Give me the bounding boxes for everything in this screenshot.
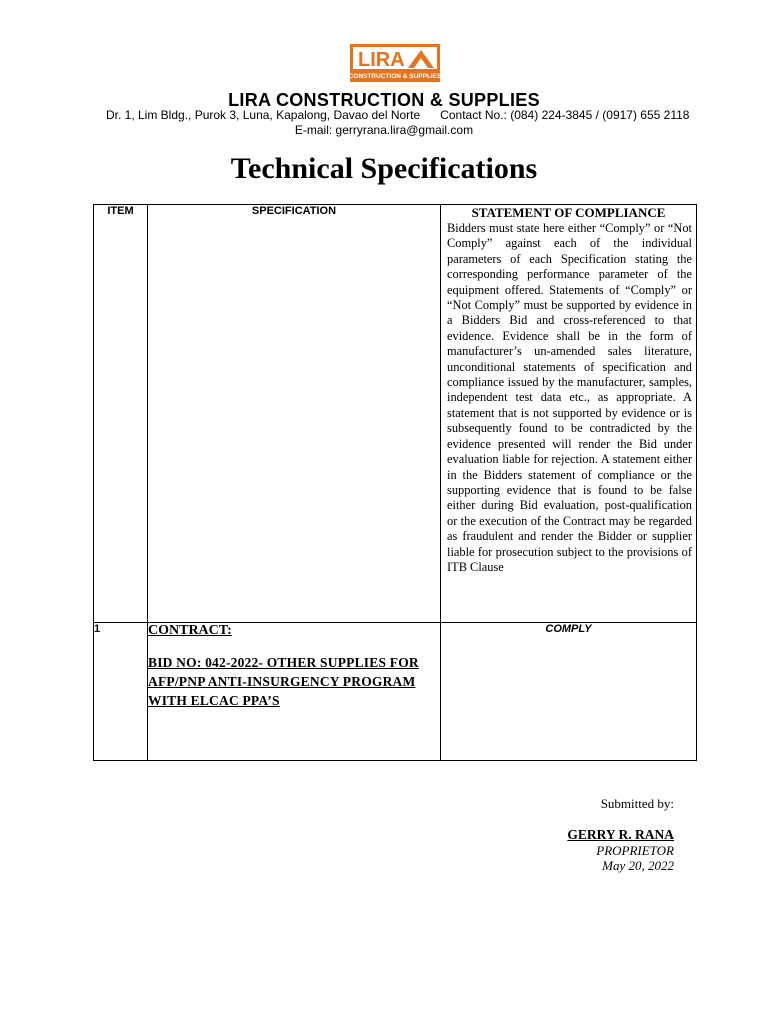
specifications-table (93, 204, 697, 761)
table-header-row (94, 205, 697, 623)
specification-cell (148, 623, 441, 761)
signer-role: PROPRIETOR (596, 843, 674, 858)
company-logo (350, 44, 440, 82)
signer-name: GERRY R. RANA (567, 827, 674, 842)
logo-wordmark: LIRA (358, 49, 405, 71)
bid-description: BID NO: 042-2022- OTHER SUPPLIES FOR AFP/PNP ANTI-INSURGENCY PROGRAM WITH ELCAC PPA’S (148, 655, 419, 708)
signature-date: May 20, 2022 (602, 858, 674, 873)
header-compliance (441, 205, 697, 623)
submitted-by-label: Submitted by: (600, 796, 674, 811)
page-title: Technical Specifications (230, 152, 538, 185)
logo-subtext: CONSTRUCTION & SUPPLIES (350, 73, 440, 80)
item-number: 1 (94, 623, 148, 761)
header-specification: SPECIFICATION (148, 205, 441, 623)
contract-label: CONTRACT: (148, 623, 232, 638)
company-address-contact: Dr. 1, Lim Bldg., Purok 3, Luna, Kapalong, Davao del Norte Contact No.: (084) 224-3845 / (0917) 655 2118 (106, 108, 690, 122)
header-item: ITEM (94, 205, 148, 623)
company-email: E-mail: gerryrana.lira@gmail.com (294, 123, 474, 137)
table-row (94, 623, 697, 761)
company-name: LIRA CONSTRUCTION & SUPPLIES (228, 90, 540, 110)
header-compliance-label: STATEMENT OF COMPLIANCE (471, 205, 666, 220)
compliance-value: COMPLY (441, 623, 697, 761)
compliance-instructions: Bidders must state here either “Comply” or “Not Comply” against each of the individual parameters of each Specification stating the corresponding performance parameter of the equipment offered. Statements of “Comply” or “Not Comply” must be supported by evidence in a Bidders Bid and cross-referenced to that evidence. Evidence shall be in the form of manufacturer’s un-amended sales literature, unconditional statements of specification and compliance issued by the manufacturer, samples, independent test data etc., as appropriate. A statement that is not supported by evidence or is subsequently found to be contradicted by the evidence presented will render the Bid under evaluation liable for rejection. A statement either in the Bidders statement of compliance or the supporting evidence that is found to be false either during Bid evaluation, post-qualification or the execution of the Contract may be regarded as fraudulent and render the Bidder or supplier liable for prosecution subject to the provisions of ITB Clause (447, 221, 692, 574)
